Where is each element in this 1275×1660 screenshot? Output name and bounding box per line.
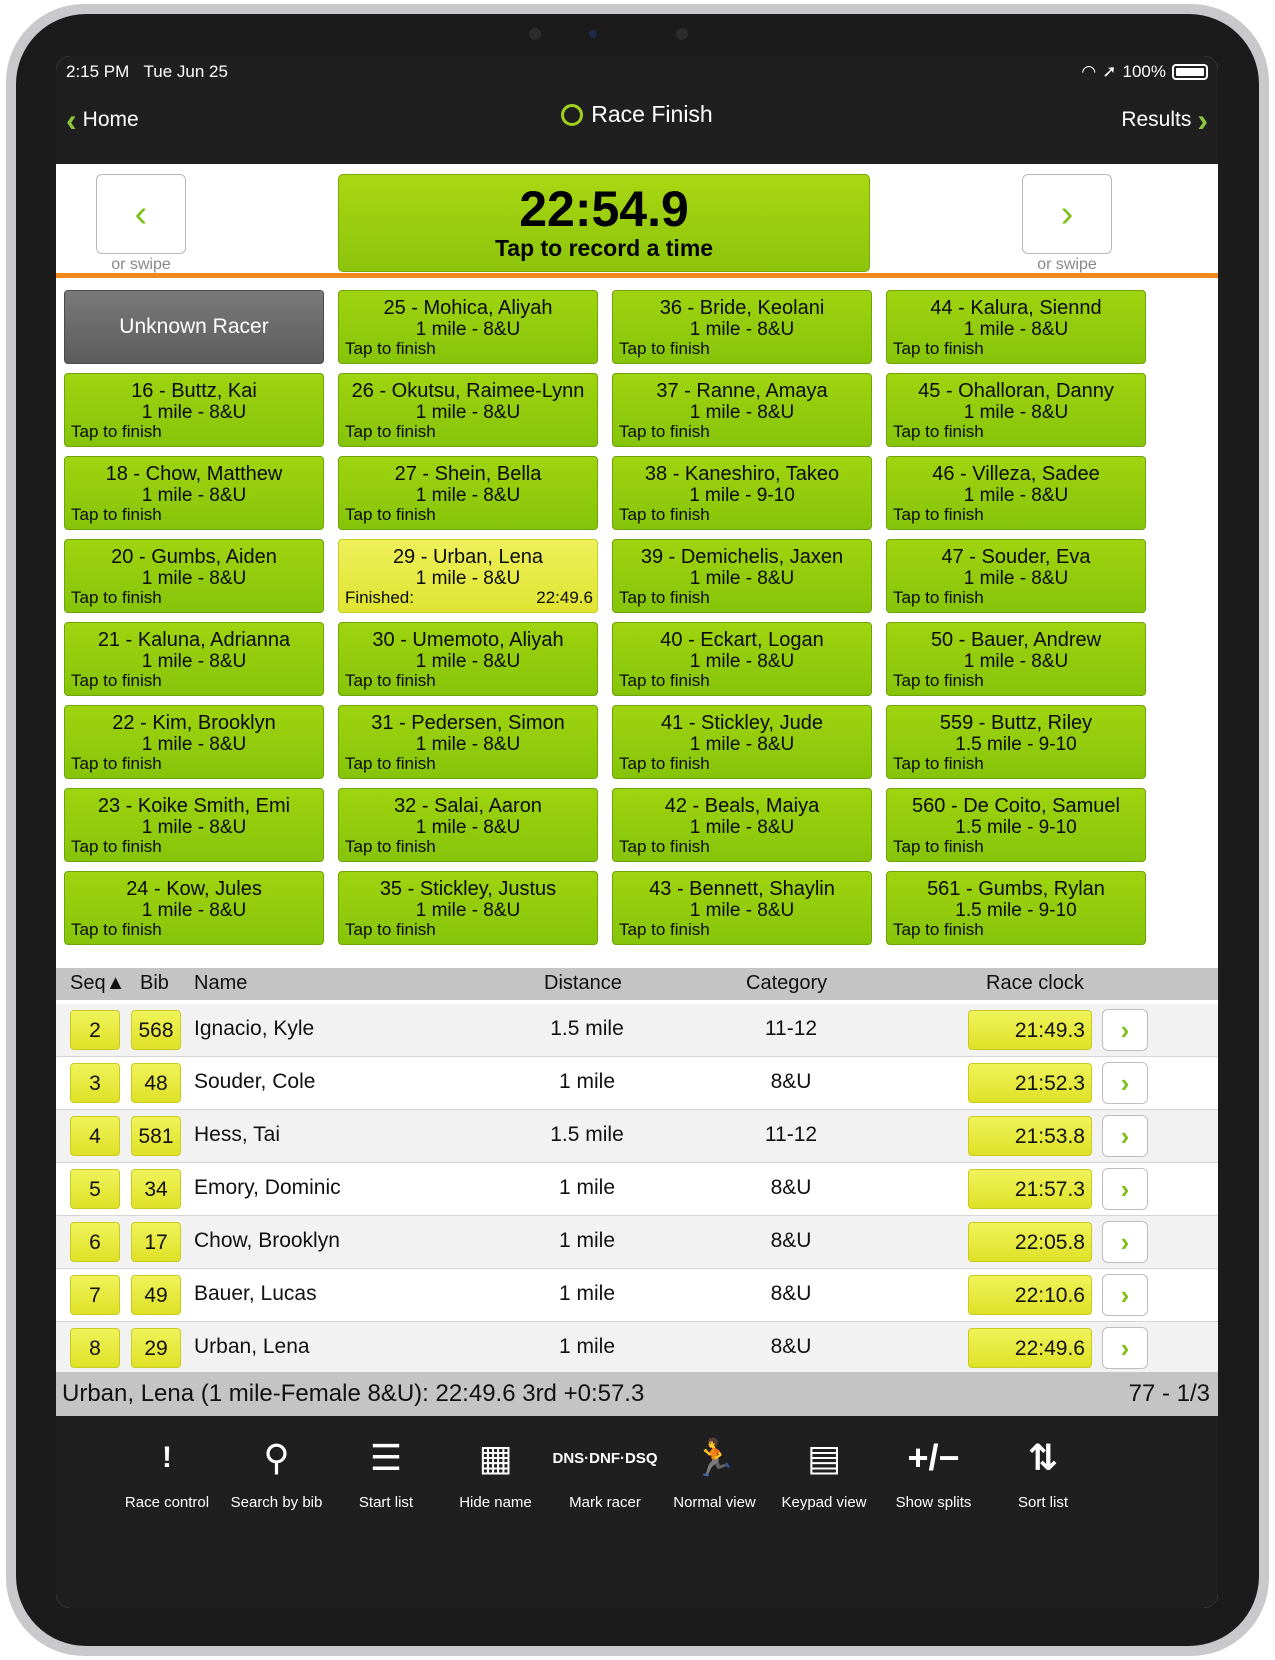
race-clock-time[interactable]: 22:05.8: [968, 1222, 1092, 1262]
racer-category: 1 mile - 8&U: [963, 485, 1069, 506]
sort-icon: ⇅: [1027, 1437, 1059, 1478]
racer-category: 1 mile - 8&U: [689, 900, 795, 921]
distance: 1 mile: [558, 1176, 616, 1199]
racer-name: 26 - Okutsu, Raimee-Lynn: [351, 380, 585, 402]
category: 8&U: [770, 1176, 812, 1199]
grid-icon: ▦: [478, 1437, 513, 1478]
bib-badge: 49: [131, 1275, 181, 1315]
bib-badge: 29: [131, 1328, 181, 1368]
table-row[interactable]: [56, 1057, 1218, 1110]
racer-status: Tap to finish: [893, 671, 984, 690]
selected-result-summary: [56, 1372, 1218, 1416]
bib-badge: 48: [131, 1063, 181, 1103]
racer-name: 43 - Bennett, Shaylin: [649, 878, 835, 900]
racer-category: 1 mile - 8&U: [415, 568, 521, 589]
racer-tile[interactable]: [886, 705, 1146, 779]
racer-tile[interactable]: [338, 705, 598, 779]
racer-name: 45 - Ohalloran, Danny: [918, 380, 1114, 402]
runner-name: Chow, Brooklyn: [194, 1229, 340, 1252]
runner-name: Souder, Cole: [194, 1070, 316, 1093]
racer-category: 1.5 mile - 9-10: [955, 817, 1077, 838]
racer-status: Finished:: [345, 588, 414, 607]
toolbar-race-controlbutton[interactable]: [112, 1430, 222, 1511]
racer-status: Tap to finish: [345, 422, 436, 441]
unknown-racer-button[interactable]: [64, 290, 324, 364]
racer-tile[interactable]: [64, 456, 324, 530]
racer-name: 35 - Stickley, Justus: [379, 878, 557, 900]
racer-category: 1 mile - 8&U: [415, 817, 521, 838]
racer-name: 27 - Shein, Bella: [394, 463, 542, 485]
racer-status: Tap to finish: [893, 588, 984, 607]
racer-tile[interactable]: [338, 290, 598, 364]
racer-tile[interactable]: [886, 539, 1146, 613]
row-detail-button[interactable]: ›: [1102, 1168, 1148, 1210]
racer-name: 36 - Bride, Keolani: [659, 297, 825, 319]
racer-name: 20 - Gumbs, Aiden: [111, 546, 277, 568]
racer-status: Tap to finish: [893, 339, 984, 358]
racer-name: 38 - Kaneshiro, Takeo: [644, 463, 840, 485]
table-row[interactable]: [56, 1216, 1218, 1269]
racer-name: 37 - Ranne, Amaya: [656, 380, 828, 402]
racer-category: 1 mile - 8&U: [689, 651, 795, 672]
racer-category: 1.5 mile - 9-10: [955, 734, 1077, 755]
racer-status: Tap to finish: [71, 422, 162, 441]
results-button[interactable]: [1121, 102, 1208, 138]
timer-area: [56, 164, 1218, 278]
racer-tile[interactable]: [64, 373, 324, 447]
racer-tile[interactable]: [612, 290, 872, 364]
swipe-hint-right: or swipe: [1037, 256, 1097, 273]
racer-name: 18 - Chow, Matthew: [105, 463, 283, 485]
racer-status: Tap to finish: [71, 837, 162, 856]
distance: 1.5 mile: [550, 1017, 624, 1040]
racer-tile[interactable]: [64, 622, 324, 696]
racer-tile[interactable]: [64, 539, 324, 613]
runner-name: Hess, Tai: [194, 1123, 280, 1146]
racer-tile[interactable]: [886, 622, 1146, 696]
race-clock-time[interactable]: 21:57.3: [968, 1169, 1092, 1209]
toolbar-label: Normal view: [673, 1494, 756, 1511]
racer-name: 21 - Kaluna, Adrianna: [97, 629, 291, 651]
toolbar-label: Mark racer: [569, 1494, 641, 1511]
racer-tile[interactable]: [338, 539, 598, 613]
row-detail-button[interactable]: ›: [1102, 1327, 1148, 1369]
racer-status: Tap to finish: [619, 588, 710, 607]
racer-category: 1 mile - 8&U: [141, 817, 247, 838]
racer-status: Tap to finish: [893, 754, 984, 773]
racer-category: 1 mile - 8&U: [963, 402, 1069, 423]
sensor-dot: [529, 28, 541, 40]
racer-category: 1 mile - 8&U: [689, 402, 795, 423]
racer-status: Tap to finish: [619, 422, 710, 441]
toolbar-label: Keypad view: [781, 1494, 867, 1511]
racer-tile[interactable]: [612, 622, 872, 696]
race-clock-time[interactable]: 21:53.8: [968, 1116, 1092, 1156]
battery-icon: [1172, 64, 1208, 80]
racer-status: Tap to finish: [71, 920, 162, 939]
row-detail-button[interactable]: ›: [1102, 1221, 1148, 1263]
next-page-button[interactable]: [1022, 174, 1112, 254]
chevron-right-icon: ›: [1197, 102, 1208, 138]
racer-status: Tap to finish: [893, 837, 984, 856]
racer-name: 41 - Stickley, Jude: [661, 712, 823, 734]
table-row[interactable]: [56, 1110, 1218, 1163]
category: 11-12: [764, 1017, 818, 1040]
toolbar-normal-viewbutton[interactable]: [660, 1430, 770, 1511]
racer-status: Tap to finish: [619, 837, 710, 856]
bib-badge: 581: [131, 1116, 181, 1156]
racer-category: 1 mile - 9-10: [689, 485, 795, 506]
racer-category: 1 mile - 8&U: [689, 319, 795, 340]
results-table-header: [56, 968, 1218, 1000]
table-row[interactable]: [56, 1322, 1218, 1375]
racer-category: 1.5 mile - 9-10: [955, 900, 1077, 921]
plus-minus-icon: +/−: [907, 1437, 960, 1478]
bib-badge: 34: [131, 1169, 181, 1209]
racer-category: 1 mile - 8&U: [415, 402, 521, 423]
racer-tile[interactable]: [338, 456, 598, 530]
toolbar-label: Start list: [358, 1494, 414, 1511]
page-title: Race Finish: [56, 101, 1218, 128]
toolbar-hide-namebutton[interactable]: [441, 1430, 551, 1511]
racer-name: 559 - Buttz, Riley: [939, 712, 1093, 734]
header-category[interactable]: Category: [746, 972, 828, 994]
racer-category: 1 mile - 8&U: [415, 485, 521, 506]
racer-name: 39 - Demichelis, Jaxen: [640, 546, 844, 568]
racer-tile[interactable]: [64, 788, 324, 862]
racer-status: Tap to finish: [71, 671, 162, 690]
racer-tile[interactable]: [886, 788, 1146, 862]
racer-tile[interactable]: [64, 871, 324, 945]
distance: 1 mile: [558, 1282, 616, 1305]
page-count: 77 - 1/3: [1128, 1380, 1210, 1407]
seq-badge: 4: [70, 1116, 120, 1156]
racer-finish-time: 22:49.6: [536, 588, 593, 607]
racer-name: 25 - Mohica, Aliyah: [383, 297, 553, 319]
racer-tile[interactable]: [338, 373, 598, 447]
racer-category: 1 mile - 8&U: [415, 734, 521, 755]
racer-category: 1 mile - 8&U: [415, 651, 521, 672]
bottom-toolbar: [56, 1416, 1218, 1608]
table-row[interactable]: [56, 1004, 1218, 1057]
racer-category: 1 mile - 8&U: [141, 568, 247, 589]
racer-category: 1 mile - 8&U: [141, 651, 247, 672]
racer-status: Tap to finish: [619, 754, 710, 773]
racer-category: 1 mile - 8&U: [141, 485, 247, 506]
camera-icon: [589, 30, 597, 38]
search-icon: ⚲: [263, 1437, 290, 1478]
record-time-label: Tap to record a time: [494, 235, 714, 261]
toolbar-label: Sort list: [1017, 1494, 1068, 1511]
chevron-right-icon: ›: [1060, 192, 1074, 235]
results-label: Results: [1121, 108, 1192, 131]
seq-badge: 5: [70, 1169, 120, 1209]
status-indicators: [1081, 62, 1208, 82]
racer-name: 46 - Villeza, Sadee: [932, 463, 1100, 485]
seq-badge: 8: [70, 1328, 120, 1368]
toolbar-sort-listbutton[interactable]: [988, 1430, 1098, 1511]
status-time: 2:15 PM Tue Jun 25: [66, 62, 228, 81]
racer-status: Tap to finish: [71, 588, 162, 607]
race-clock-time[interactable]: 22:49.6: [968, 1328, 1092, 1368]
racer-status: Tap to finish: [71, 505, 162, 524]
racer-name: 30 - Umemoto, Aliyah: [372, 629, 564, 651]
app-screen: [56, 56, 1218, 1608]
seq-badge: 7: [70, 1275, 120, 1315]
race-clock-time[interactable]: 21:49.3: [968, 1010, 1092, 1050]
toolbar-label: Show splits: [895, 1494, 972, 1511]
racer-category: 1 mile - 8&U: [963, 651, 1069, 672]
racer-status: Tap to finish: [345, 339, 436, 358]
racer-name: 42 - Beals, Maiya: [664, 795, 820, 817]
category: 8&U: [770, 1335, 812, 1358]
racer-name: 32 - Salai, Aaron: [394, 795, 542, 817]
racer-tile[interactable]: [886, 456, 1146, 530]
top-bar: [56, 56, 1218, 164]
racer-tile[interactable]: [612, 788, 872, 862]
distance: 1.5 mile: [550, 1123, 624, 1146]
toolbar-search-by-bibbutton[interactable]: [222, 1430, 332, 1511]
racer-name: 44 - Kalura, Siennd: [930, 297, 1102, 319]
keypad-icon: ▤: [806, 1437, 841, 1478]
runner-name: Bauer, Lucas: [194, 1282, 317, 1305]
racer-status: Tap to finish: [345, 837, 436, 856]
racer-tile[interactable]: [612, 456, 872, 530]
racer-tile[interactable]: [886, 290, 1146, 364]
racer-status: Tap to finish: [345, 505, 436, 524]
racer-tile[interactable]: [612, 705, 872, 779]
racer-tile[interactable]: [612, 539, 872, 613]
home-label: Home: [82, 108, 139, 131]
racer-status: Tap to finish: [619, 671, 710, 690]
toolbar-keypad-viewbutton[interactable]: [769, 1430, 879, 1511]
distance: 1 mile: [558, 1070, 616, 1093]
header-bib[interactable]: Bib: [140, 972, 169, 994]
toolbar-label: Search by bib: [230, 1494, 323, 1511]
distance: 1 mile: [558, 1229, 616, 1252]
racer-category: 1 mile - 8&U: [689, 568, 795, 589]
racer-name: 561 - Gumbs, Rylan: [927, 878, 1105, 900]
location-icon: ➚: [1102, 62, 1117, 81]
racer-status: Tap to finish: [893, 920, 984, 939]
racer-name: 22 - Kim, Brooklyn: [112, 712, 276, 734]
seq-badge: 2: [70, 1010, 120, 1050]
racer-status: Tap to finish: [893, 422, 984, 441]
racer-category: 1 mile - 8&U: [963, 319, 1069, 340]
swipe-hint-left: or swipe: [111, 256, 171, 273]
racer-name: 47 - Souder, Eva: [941, 546, 1091, 568]
racer-category: 1 mile - 8&U: [963, 568, 1069, 589]
racer-name: Unknown Racer: [119, 315, 269, 338]
stopwatch-logo-icon: [561, 104, 583, 126]
racer-tile[interactable]: [612, 871, 872, 945]
toolbar-mark-racerbutton[interactable]: [550, 1430, 660, 1511]
record-time-button[interactable]: [338, 174, 870, 272]
racer-name: 16 - Buttz, Kai: [131, 380, 257, 402]
racer-name: 24 - Kow, Jules: [126, 878, 262, 900]
summary-text: Urban, Lena (1 mile-Female 8&U): 22:49.6 3rd +0:57.3: [62, 1380, 645, 1407]
racer-status: Tap to finish: [619, 339, 710, 358]
previous-page-button[interactable]: [96, 174, 186, 254]
racer-status: Tap to finish: [345, 671, 436, 690]
category: 8&U: [770, 1070, 812, 1093]
runner-name: Emory, Dominic: [194, 1176, 341, 1199]
seq-badge: 3: [70, 1063, 120, 1103]
racer-category: 1 mile - 8&U: [141, 402, 247, 423]
row-detail-button[interactable]: ›: [1102, 1062, 1148, 1104]
racer-category: 1 mile - 8&U: [689, 734, 795, 755]
racer-status: Tap to finish: [345, 754, 436, 773]
bib-badge: 568: [131, 1010, 181, 1050]
header-seq[interactable]: Seq▲: [70, 972, 126, 994]
runner-name: Ignacio, Kyle: [194, 1017, 315, 1040]
racer-tile[interactable]: [64, 705, 324, 779]
battery-percent: 100%: [1122, 62, 1166, 81]
dns-dnf-dsq-icon: DNS·DNF·DSQ: [552, 1449, 658, 1467]
racer-status: Tap to finish: [619, 920, 710, 939]
header-name[interactable]: Name: [194, 972, 248, 994]
race-clock: 22:54.9: [519, 181, 689, 237]
bib-badge: 17: [131, 1222, 181, 1262]
row-detail-button[interactable]: ›: [1102, 1115, 1148, 1157]
toolbar-label: Hide name: [459, 1494, 532, 1511]
racer-tile[interactable]: [886, 871, 1146, 945]
alert-icon: !: [162, 1441, 172, 1474]
racer-tile[interactable]: [338, 622, 598, 696]
list-icon: ☰: [369, 1437, 403, 1478]
toolbar-show-splitsbutton[interactable]: [879, 1430, 989, 1511]
category: 8&U: [770, 1229, 812, 1252]
racer-category: 1 mile - 8&U: [415, 319, 521, 340]
racer-category: 1 mile - 8&U: [689, 817, 795, 838]
row-detail-button[interactable]: ›: [1102, 1274, 1148, 1316]
sensor-dot: [676, 28, 688, 40]
racer-name: 40 - Eckart, Logan: [660, 629, 824, 651]
racer-tile[interactable]: [338, 871, 598, 945]
racer-name: 29 - Urban, Lena: [392, 546, 544, 568]
runners-icon: 🏃: [692, 1437, 737, 1478]
runner-name: Urban, Lena: [194, 1335, 310, 1358]
racer-status: Tap to finish: [619, 505, 710, 524]
table-row[interactable]: [56, 1163, 1218, 1216]
racer-name: 23 - Koike Smith, Emi: [97, 795, 291, 817]
racer-category: 1 mile - 8&U: [141, 734, 247, 755]
row-detail-button[interactable]: ›: [1102, 1009, 1148, 1051]
racer-name: 31 - Pedersen, Simon: [371, 712, 565, 734]
toolbar-label: Race control: [124, 1494, 210, 1511]
racer-tile[interactable]: [338, 788, 598, 862]
racer-status: Tap to finish: [893, 505, 984, 524]
racer-status: Tap to finish: [71, 754, 162, 773]
distance: 1 mile: [558, 1335, 616, 1358]
racer-category: 1 mile - 8&U: [415, 900, 521, 921]
toolbar-start-listbutton[interactable]: [331, 1430, 441, 1511]
race-clock-time[interactable]: 21:52.3: [968, 1063, 1092, 1103]
table-row[interactable]: [56, 1269, 1218, 1322]
racer-status: Tap to finish: [345, 920, 436, 939]
racer-tile[interactable]: [612, 373, 872, 447]
wifi-icon: ◠: [1081, 62, 1097, 81]
chevron-left-icon: ‹: [134, 192, 148, 235]
race-clock-time[interactable]: 22:10.6: [968, 1275, 1092, 1315]
seq-badge: 6: [70, 1222, 120, 1262]
category: 8&U: [770, 1282, 812, 1305]
racer-tile[interactable]: [886, 373, 1146, 447]
racer-category: 1 mile - 8&U: [141, 900, 247, 921]
chevron-left-icon: ‹: [66, 102, 77, 138]
racer-name: 560 - De Coito, Samuel: [912, 795, 1120, 817]
header-race-clock[interactable]: Race clock: [986, 972, 1084, 994]
header-distance[interactable]: Distance: [544, 972, 622, 994]
category: 11-12: [764, 1123, 818, 1146]
racer-name: 50 - Bauer, Andrew: [930, 629, 1102, 651]
